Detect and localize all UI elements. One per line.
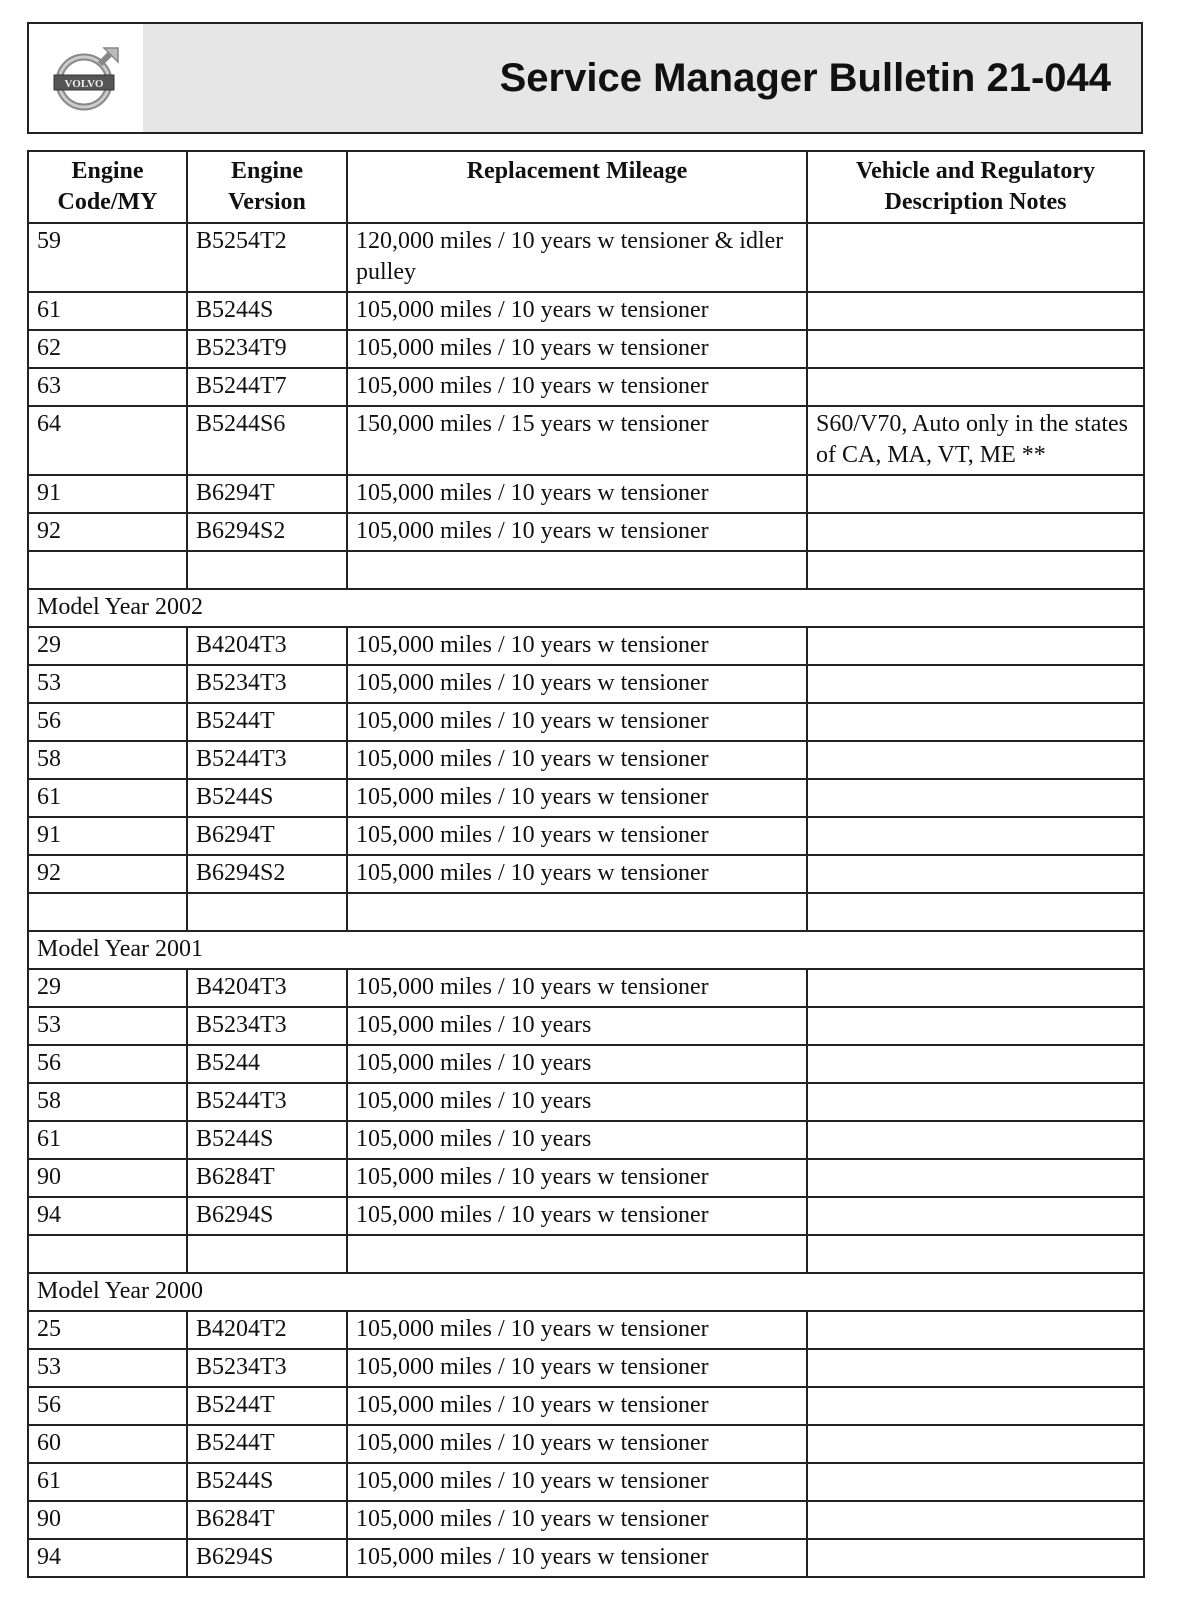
column-header-engine-code: Engine Code/MY <box>28 151 187 223</box>
cell-notes <box>807 1197 1144 1235</box>
cell-notes <box>807 779 1144 817</box>
cell-engine-code: 56 <box>28 1045 187 1083</box>
blank-cell <box>187 893 347 931</box>
cell-replacement-mileage: 105,000 miles / 10 years w tensioner <box>347 855 807 893</box>
table-row <box>28 1349 1144 1387</box>
cell-notes <box>807 1311 1144 1349</box>
cell-notes <box>807 223 1144 292</box>
cell-engine-version: B5244S <box>187 779 347 817</box>
blank-cell <box>807 1235 1144 1273</box>
table-row <box>28 855 1144 893</box>
cell-engine-version: B5244T <box>187 1425 347 1463</box>
cell-engine-code: 56 <box>28 703 187 741</box>
cell-engine-version: B6294T <box>187 475 347 513</box>
cell-replacement-mileage: 105,000 miles / 10 years <box>347 1007 807 1045</box>
cell-engine-code: 61 <box>28 1463 187 1501</box>
blank-cell <box>28 1235 187 1273</box>
replacement-mileage-table <box>27 150 1145 1578</box>
cell-engine-version: B5234T3 <box>187 1349 347 1387</box>
table-row <box>28 1539 1144 1577</box>
cell-notes <box>807 817 1144 855</box>
cell-engine-version: B5244T <box>187 1387 347 1425</box>
cell-engine-version: B5234T3 <box>187 665 347 703</box>
cell-engine-code: 61 <box>28 292 187 330</box>
cell-replacement-mileage: 105,000 miles / 10 years w tensioner <box>347 627 807 665</box>
cell-engine-code: 92 <box>28 513 187 551</box>
blank-spacer-row <box>28 893 1144 931</box>
blank-cell <box>187 551 347 589</box>
table-row <box>28 292 1144 330</box>
cell-engine-code: 94 <box>28 1197 187 1235</box>
table-row <box>28 1197 1144 1235</box>
cell-replacement-mileage: 105,000 miles / 10 years w tensioner <box>347 1387 807 1425</box>
cell-engine-code: 64 <box>28 406 187 475</box>
cell-notes <box>807 368 1144 406</box>
cell-notes <box>807 1121 1144 1159</box>
cell-engine-version: B4204T3 <box>187 627 347 665</box>
cell-engine-code: 25 <box>28 1311 187 1349</box>
cell-notes <box>807 513 1144 551</box>
cell-notes <box>807 1007 1144 1045</box>
table-row <box>28 969 1144 1007</box>
cell-notes <box>807 1463 1144 1501</box>
cell-replacement-mileage: 105,000 miles / 10 years w tensioner <box>347 475 807 513</box>
cell-engine-code: 56 <box>28 1387 187 1425</box>
table-row <box>28 779 1144 817</box>
cell-engine-code: 59 <box>28 223 187 292</box>
cell-replacement-mileage: 105,000 miles / 10 years w tensioner <box>347 1501 807 1539</box>
cell-engine-code: 90 <box>28 1159 187 1197</box>
cell-engine-version: B5244S <box>187 1121 347 1159</box>
table-row <box>28 513 1144 551</box>
title-band <box>143 24 1141 132</box>
table-row <box>28 475 1144 513</box>
cell-replacement-mileage: 105,000 miles / 10 years w tensioner <box>347 665 807 703</box>
blank-cell <box>807 893 1144 931</box>
cell-notes <box>807 665 1144 703</box>
cell-notes <box>807 969 1144 1007</box>
cell-engine-code: 53 <box>28 1007 187 1045</box>
cell-replacement-mileage: 120,000 miles / 10 years w tensioner & idler pulley <box>347 223 807 292</box>
cell-engine-code: 53 <box>28 1349 187 1387</box>
section-header-row <box>28 931 1144 969</box>
cell-engine-code: 58 <box>28 741 187 779</box>
column-header-engine-version: Engine Version <box>187 151 347 223</box>
page-title: Service Manager Bulletin 21-044 <box>499 55 1111 100</box>
cell-notes <box>807 292 1144 330</box>
table-row <box>28 741 1144 779</box>
cell-engine-version: B5254T2 <box>187 223 347 292</box>
cell-engine-code: 29 <box>28 627 187 665</box>
cell-engine-version: B5244 <box>187 1045 347 1083</box>
table-row <box>28 665 1144 703</box>
cell-engine-version: B4204T3 <box>187 969 347 1007</box>
table-row <box>28 330 1144 368</box>
cell-notes <box>807 1425 1144 1463</box>
cell-replacement-mileage: 105,000 miles / 10 years w tensioner <box>347 1425 807 1463</box>
table-row <box>28 1425 1144 1463</box>
cell-engine-version: B6294S <box>187 1197 347 1235</box>
table-row <box>28 703 1144 741</box>
section-title: Model Year 2000 <box>28 1273 1144 1311</box>
cell-replacement-mileage: 105,000 miles / 10 years <box>347 1083 807 1121</box>
blank-cell <box>28 551 187 589</box>
table-row <box>28 1121 1144 1159</box>
table-row <box>28 1045 1144 1083</box>
blank-cell <box>187 1235 347 1273</box>
cell-notes <box>807 855 1144 893</box>
table-row <box>28 1501 1144 1539</box>
cell-engine-version: B5244T3 <box>187 1083 347 1121</box>
cell-replacement-mileage: 105,000 miles / 10 years w tensioner <box>347 703 807 741</box>
cell-notes: S60/V70, Auto only in the states of CA, MA, VT, ME ** <box>807 406 1144 475</box>
cell-engine-code: 60 <box>28 1425 187 1463</box>
cell-replacement-mileage: 105,000 miles / 10 years w tensioner <box>347 779 807 817</box>
cell-engine-version: B6284T <box>187 1159 347 1197</box>
cell-engine-code: 91 <box>28 817 187 855</box>
blank-cell <box>347 551 807 589</box>
table-row <box>28 627 1144 665</box>
cell-replacement-mileage: 105,000 miles / 10 years w tensioner <box>347 1197 807 1235</box>
cell-notes <box>807 330 1144 368</box>
cell-engine-version: B4204T2 <box>187 1311 347 1349</box>
cell-replacement-mileage: 105,000 miles / 10 years <box>347 1045 807 1083</box>
cell-replacement-mileage: 105,000 miles / 10 years w tensioner <box>347 741 807 779</box>
table-row <box>28 1083 1144 1121</box>
cell-replacement-mileage: 105,000 miles / 10 years w tensioner <box>347 368 807 406</box>
cell-replacement-mileage: 105,000 miles / 10 years w tensioner <box>347 1463 807 1501</box>
table-row <box>28 1387 1144 1425</box>
cell-engine-version: B6284T <box>187 1501 347 1539</box>
cell-replacement-mileage: 105,000 miles / 10 years w tensioner <box>347 1311 807 1349</box>
table-header-row <box>28 151 1144 223</box>
cell-engine-version: B6294S2 <box>187 855 347 893</box>
blank-spacer-row <box>28 551 1144 589</box>
cell-engine-code: 53 <box>28 665 187 703</box>
section-title: Model Year 2001 <box>28 931 1144 969</box>
logo-area <box>29 24 143 132</box>
cell-replacement-mileage: 105,000 miles / 10 years w tensioner <box>347 969 807 1007</box>
blank-cell <box>28 893 187 931</box>
table-body <box>28 223 1144 1577</box>
table-row <box>28 223 1144 292</box>
cell-notes <box>807 703 1144 741</box>
table-row <box>28 1007 1144 1045</box>
cell-notes <box>807 627 1144 665</box>
cell-notes <box>807 741 1144 779</box>
cell-replacement-mileage: 105,000 miles / 10 years w tensioner <box>347 1159 807 1197</box>
cell-engine-code: 63 <box>28 368 187 406</box>
blank-cell <box>347 1235 807 1273</box>
blank-spacer-row <box>28 1235 1144 1273</box>
cell-notes <box>807 1501 1144 1539</box>
cell-engine-version: B5234T9 <box>187 330 347 368</box>
cell-engine-version: B5244T7 <box>187 368 347 406</box>
logo-text: VOLVO <box>64 78 104 90</box>
cell-engine-version: B6294S <box>187 1539 347 1577</box>
cell-engine-version: B5244T <box>187 703 347 741</box>
table-row <box>28 368 1144 406</box>
table-row <box>28 1311 1144 1349</box>
cell-notes <box>807 1387 1144 1425</box>
section-header-row <box>28 1273 1144 1311</box>
cell-engine-code: 92 <box>28 855 187 893</box>
cell-engine-code: 58 <box>28 1083 187 1121</box>
cell-engine-code: 90 <box>28 1501 187 1539</box>
blank-cell <box>807 551 1144 589</box>
section-title: Model Year 2002 <box>28 589 1144 627</box>
table-row <box>28 817 1144 855</box>
column-header-replacement-mileage: Replacement Mileage <box>347 151 807 223</box>
cell-engine-version: B6294S2 <box>187 513 347 551</box>
volvo-logo-icon <box>50 42 122 114</box>
column-header-notes: Vehicle and Regulatory Description Notes <box>807 151 1144 223</box>
cell-replacement-mileage: 105,000 miles / 10 years w tensioner <box>347 513 807 551</box>
cell-engine-code: 91 <box>28 475 187 513</box>
cell-engine-version: B6294T <box>187 817 347 855</box>
blank-cell <box>347 893 807 931</box>
cell-engine-version: B5244S <box>187 1463 347 1501</box>
cell-engine-version: B5244S6 <box>187 406 347 475</box>
table-row <box>28 1463 1144 1501</box>
cell-notes <box>807 475 1144 513</box>
section-header-row <box>28 589 1144 627</box>
cell-replacement-mileage: 150,000 miles / 15 years w tensioner <box>347 406 807 475</box>
cell-engine-version: B5244T3 <box>187 741 347 779</box>
cell-notes <box>807 1349 1144 1387</box>
cell-notes <box>807 1539 1144 1577</box>
bulletin-header <box>27 22 1143 134</box>
table-row <box>28 1159 1144 1197</box>
cell-engine-code: 29 <box>28 969 187 1007</box>
cell-engine-code: 61 <box>28 1121 187 1159</box>
cell-notes <box>807 1159 1144 1197</box>
cell-engine-code: 61 <box>28 779 187 817</box>
cell-replacement-mileage: 105,000 miles / 10 years w tensioner <box>347 1539 807 1577</box>
cell-notes <box>807 1083 1144 1121</box>
cell-engine-version: B5244S <box>187 292 347 330</box>
cell-replacement-mileage: 105,000 miles / 10 years w tensioner <box>347 817 807 855</box>
cell-replacement-mileage: 105,000 miles / 10 years w tensioner <box>347 292 807 330</box>
cell-engine-version: B5234T3 <box>187 1007 347 1045</box>
cell-replacement-mileage: 105,000 miles / 10 years <box>347 1121 807 1159</box>
cell-replacement-mileage: 105,000 miles / 10 years w tensioner <box>347 330 807 368</box>
cell-replacement-mileage: 105,000 miles / 10 years w tensioner <box>347 1349 807 1387</box>
cell-notes <box>807 1045 1144 1083</box>
cell-engine-code: 94 <box>28 1539 187 1577</box>
cell-engine-code: 62 <box>28 330 187 368</box>
table-row <box>28 406 1144 475</box>
